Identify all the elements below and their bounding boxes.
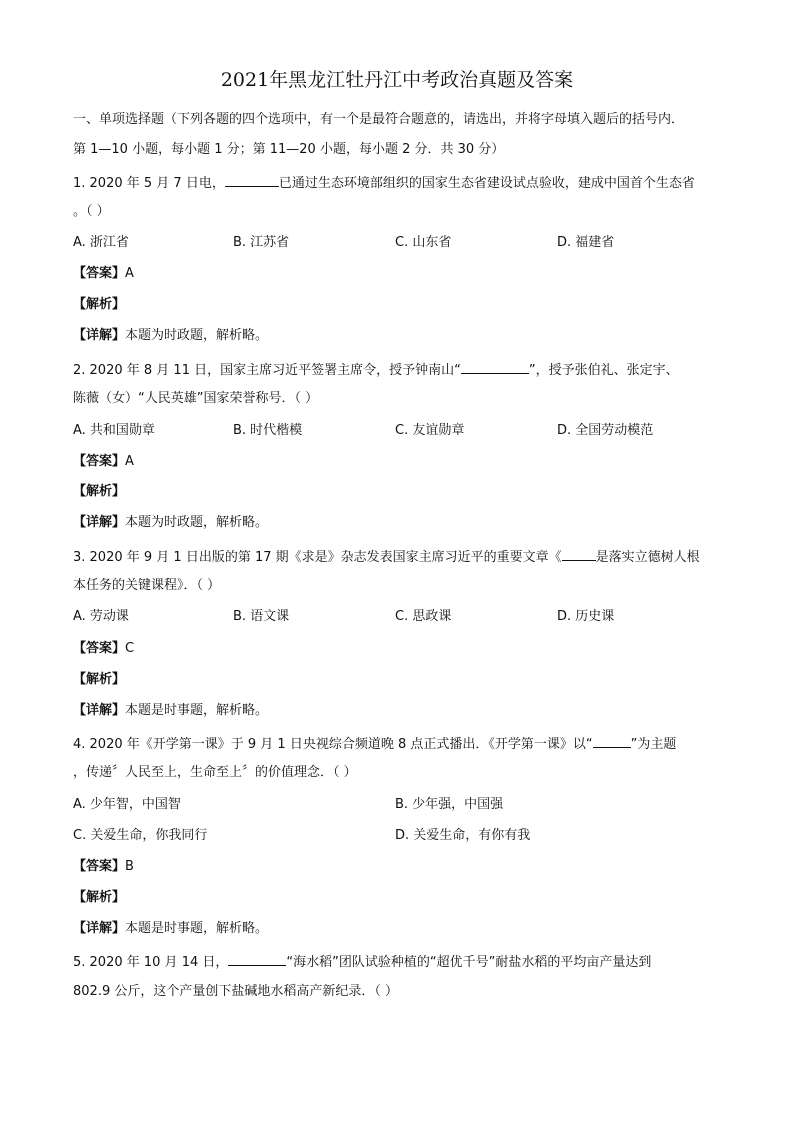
- question-2-option-c: C. 友谊勋章: [395, 423, 465, 438]
- question-3-option-c: C. 思政课: [395, 609, 452, 624]
- answer-value: B: [125, 859, 134, 874]
- answer-value: C: [125, 641, 135, 656]
- question-4-option-d: D. 关爱生命，有你有我: [395, 828, 531, 843]
- question-1-stem-line-2: 。（ ）: [73, 204, 110, 219]
- detail-text: 本题为时政题，解析略。: [125, 515, 269, 530]
- question-3-detail: [73, 701, 733, 721]
- detail-text: 本题是时事题，解析略。: [125, 921, 269, 936]
- question-2-stem-b: ”，授予张伯礼、张定宇、: [528, 363, 679, 378]
- question-2-option-a: A. 共和国勋章: [73, 423, 155, 438]
- answer-blank: [593, 733, 631, 748]
- question-5-stem-line-1: [73, 951, 733, 973]
- question-2-analysis-label: 【解析】: [73, 484, 126, 499]
- question-4-option-a: A. 少年智，中国智: [73, 797, 181, 812]
- question-1-stem-line-1: [73, 172, 733, 194]
- question-3-answer: [73, 639, 733, 659]
- question-1-detail: [73, 326, 733, 346]
- detail-text: 本题是时事题，解析略。: [125, 703, 269, 718]
- detail-label: 【详解】: [73, 515, 126, 530]
- question-1-stem-b: 已通过生态环境部组织的国家生态省建设试点验收，建成中国首个生态省: [278, 176, 695, 191]
- answer-label: 【答案】: [73, 266, 126, 281]
- section-instructions-line-2: 第 1—10 小题，每小题 1 分；第 11—20 小题，每小题 2 分．共 30 分）: [73, 142, 505, 157]
- detail-label: 【详解】: [73, 703, 126, 718]
- answer-blank: [228, 951, 286, 966]
- answer-blank: [562, 546, 596, 561]
- question-5-stem-b: “海水稻”团队试验种植的“超优千号”耐盐水稻的平均亩产量达到: [286, 955, 652, 970]
- question-4-stem-line-2: ，传递〞人民至上，生命至上〞的价值理念．（ ）: [73, 765, 357, 780]
- question-4-stem-line-1: [73, 733, 733, 755]
- question-2-stem-a: 2. 2020 年 8 月 11 日，国家主席习近平签署主席令，授予钟南山“: [73, 363, 461, 378]
- question-4-answer: [73, 857, 733, 877]
- answer-label: 【答案】: [73, 454, 126, 469]
- question-3-analysis-label: 【解析】: [73, 672, 126, 687]
- question-1-option-b: B. 江苏省: [233, 235, 290, 250]
- question-2-detail: [73, 513, 733, 533]
- question-2-option-d: D. 全国劳动模范: [557, 423, 654, 438]
- answer-blank: [461, 359, 529, 374]
- question-4-stem-a: 4. 2020 年《开学第一课》于 9 月 1 日央视综合频道晚 8 点正式播出．《开学第一课》以“: [73, 737, 593, 752]
- question-3-stem-a: 3. 2020 年 9 月 1 日出版的第 17 期《求是》杂志发表国家主席习近平的重要文章《: [73, 550, 562, 565]
- question-5-stem-line-2: 802.9 公斤，这个产量创下盐碱地水稻高产新纪录．（ ）: [73, 984, 398, 999]
- question-3-option-d: D. 历史课: [557, 609, 615, 624]
- answer-blank: [225, 172, 279, 187]
- question-2-stem-line-2: 陈薇（女）“人民英雄”国家荣誉称号．（ ）: [73, 391, 319, 406]
- question-4-analysis-label: 【解析】: [73, 890, 126, 905]
- detail-text: 本题为时政题，解析略。: [125, 328, 269, 343]
- question-4-stem-b: ”为主题: [630, 737, 677, 752]
- question-1-stem-a: 1. 2020 年 5 月 7 日电，: [73, 176, 225, 191]
- detail-label: 【详解】: [73, 328, 126, 343]
- answer-value: A: [125, 454, 134, 469]
- question-3-option-a: A. 劳动课: [73, 609, 129, 624]
- question-1-option-a: A. 浙江省: [73, 235, 129, 250]
- answer-value: A: [125, 266, 134, 281]
- answer-label: 【答案】: [73, 641, 126, 656]
- question-3-stem-b: 是落实立德树人根: [595, 550, 700, 565]
- question-4-option-c: C. 关爱生命，你我同行: [73, 828, 208, 843]
- page-title: 2021年黑龙江牡丹江中考政治真题及答案: [220, 69, 574, 91]
- question-2-stem-line-1: [73, 359, 733, 381]
- question-1-option-d: D. 福建省: [557, 235, 615, 250]
- question-3-stem-line-2: 本任务的关键课程》．（ ）: [73, 578, 221, 593]
- question-4-option-b: B. 少年强，中国强: [395, 797, 504, 812]
- question-1-option-c: C. 山东省: [395, 235, 452, 250]
- detail-label: 【详解】: [73, 921, 126, 936]
- question-2-option-b: B. 时代楷模: [233, 423, 303, 438]
- section-instructions-line-1: 一、单项选择题（下列各题的四个选项中，有一个是最符合题意的，请选出，并将字母填入题后的括号内．: [73, 112, 685, 127]
- answer-label: 【答案】: [73, 859, 126, 874]
- question-1-analysis-label: 【解析】: [73, 297, 126, 312]
- question-3-stem-line-1: [73, 546, 733, 568]
- question-4-detail: [73, 919, 733, 939]
- question-3-option-b: B. 语文课: [233, 609, 290, 624]
- question-1-answer: [73, 264, 733, 284]
- question-5-stem-a: 5. 2020 年 10 月 14 日，: [73, 955, 229, 970]
- question-2-answer: [73, 452, 733, 472]
